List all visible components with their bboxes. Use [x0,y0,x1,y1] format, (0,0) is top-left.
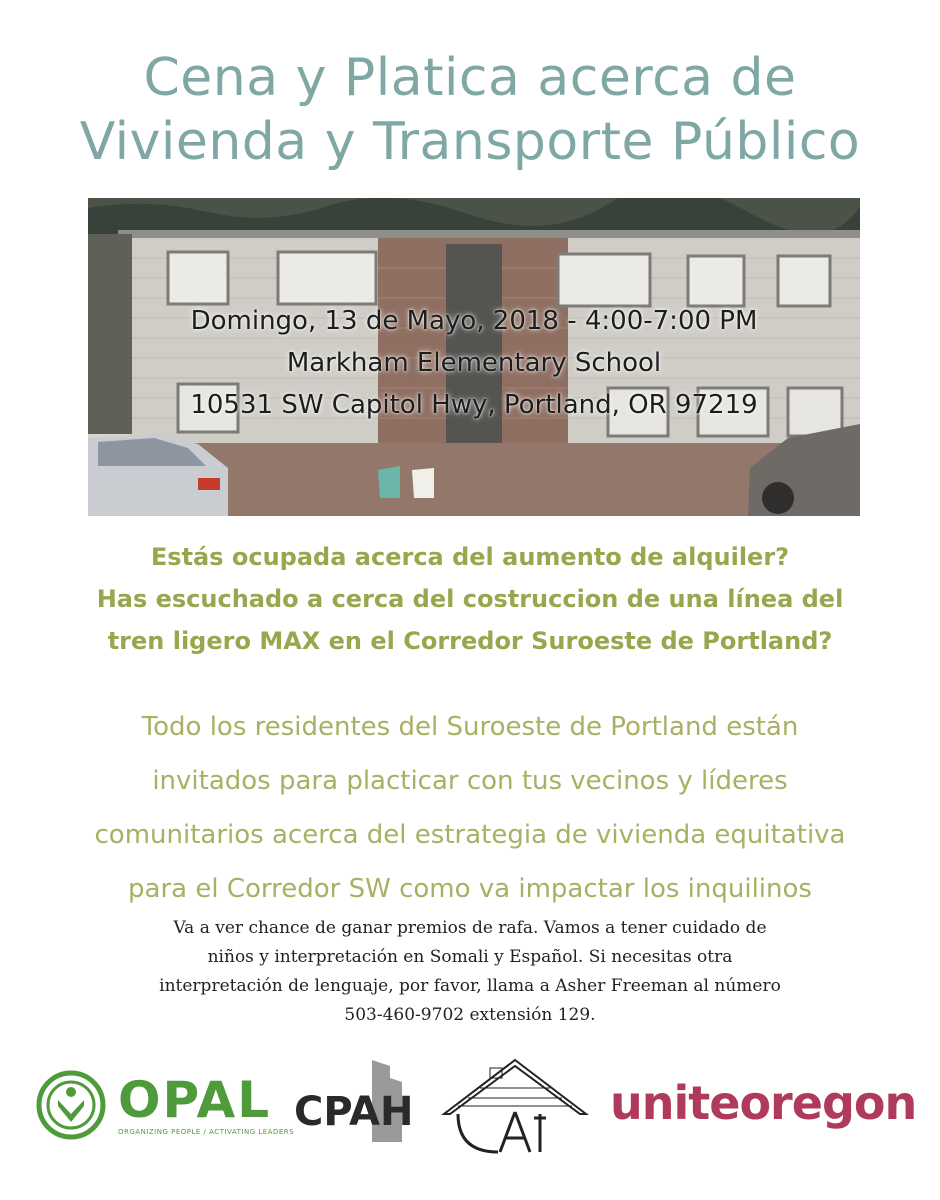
invitation-block [0,700,940,916]
event-details [88,300,860,426]
event-address: 10531 SW Capitol Hwy, Portland, OR 97219 [190,390,758,420]
questions-block [0,536,940,662]
question-line-3: tren ligero MAX en el Corredor Suroeste de Portland? [107,627,833,655]
cpah-logo [294,1058,424,1142]
details-line-3: interpretación de lenguaje, por favor, llama a Asher Freeman al número [159,976,781,996]
event-venue: Markham Elementary School [286,348,662,378]
details-line-4: 503-460-9702 extensión 129. [344,1005,596,1025]
details-block [0,914,940,1030]
opal-wordmark: OPAL [118,1071,272,1129]
invite-line-3: comunitarios acerca del estrategia de vivienda equitativa [94,820,846,850]
house-roof-icon [440,1056,590,1156]
opal-tagline: ORGANIZING PEOPLE / ACTIVATING LEADERS [118,1128,295,1136]
unite-oregon-logo [610,1072,930,1142]
question-line-2: Has escuchado a cerca del costruccion de una línea del [96,585,844,613]
invite-line-1: Todo los residentes del Suroeste de Portland están [141,712,799,742]
flyer-title [0,46,940,174]
event-date-time: Domingo, 13 de Mayo, 2018 - 4:00-7:00 PM [190,306,758,336]
apartment-photo [88,198,860,516]
details-line-1: Va a ver chance de ganar premios de rafa. Vamos a tener cuidado de [173,918,767,938]
unite-oregon-wordmark: uniteoregon [610,1076,917,1130]
invite-line-4: para el Corredor SW como va impactar los inquilinos [128,874,812,904]
details-line-2: niños y interpretación en Somali y Español. Si necesitas otra [207,947,733,967]
sponsor-logos [0,1052,940,1172]
question-line-1: Estás ocupada acerca del aumento de alquiler? [150,543,790,571]
title-line-1: Cena y Platica acerca de [143,48,797,108]
title-line-2: Vivienda y Transporte Público [79,112,861,172]
invite-line-2: invitados para placticar con tus vecinos y líderes [152,766,788,796]
opal-emblem-icon [36,1070,106,1140]
cat-logo [440,1056,590,1156]
cpah-wordmark: CPAH [294,1089,414,1135]
opal-logo [36,1070,295,1140]
